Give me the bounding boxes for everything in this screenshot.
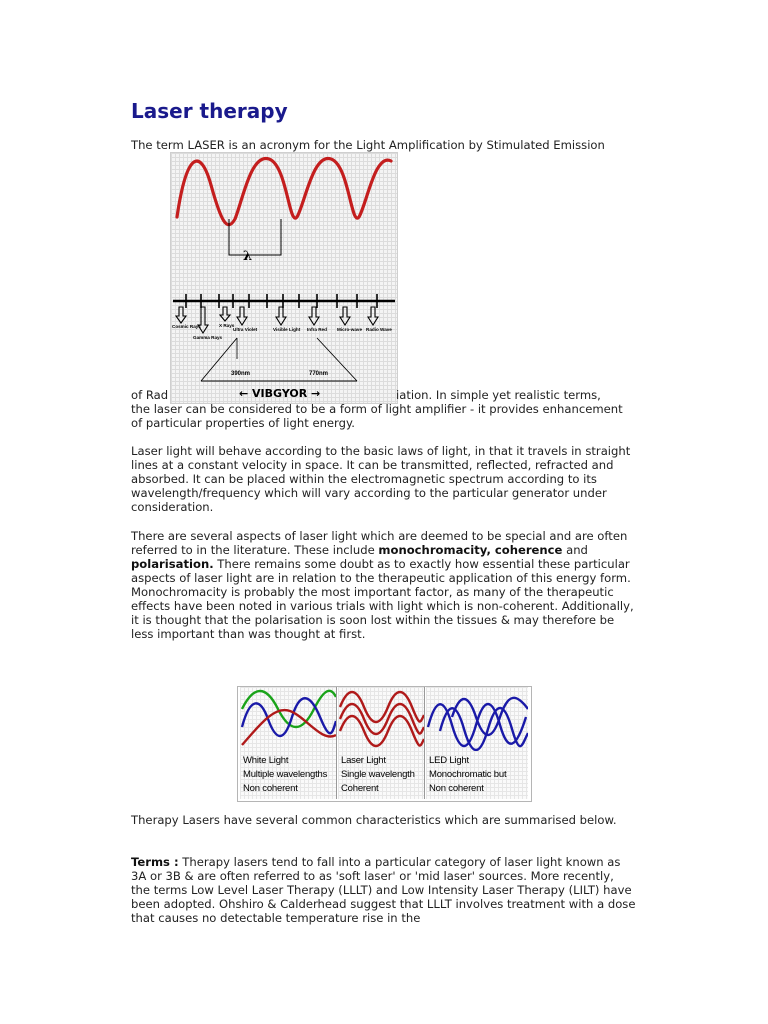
bold-polarisation: polarisation. [131, 557, 214, 571]
intro-rest: the laser can be considered to be a form of light amplifier - it provides enhancement of particular properties of light energy. [131, 402, 623, 430]
sine-wave [177, 158, 391, 224]
arrow-microwave [340, 307, 350, 325]
vibgyor-label: ← VIBGYOR → [239, 387, 321, 400]
arrow-radio [368, 307, 378, 325]
white-light-label: White Light [243, 755, 289, 766]
laser-light-label: Laser Light [341, 755, 386, 766]
bold-monochromacity: monochromacity, coherence [378, 543, 563, 557]
intro-line-1: The term LASER is an acronym for the Light Amplification by Stimulated Emission [131, 138, 605, 152]
label-xray: X Rays [219, 323, 235, 328]
arrow-visible [276, 307, 286, 325]
lambda-symbol: λ [243, 249, 253, 264]
label-microwave: Micro-wave [337, 327, 363, 332]
led-light-label: LED Light [429, 755, 469, 766]
paragraph-terms: Terms : Therapy lasers tend to fall into a particular category of laser light known as 3A or 3B & are often referred to as 'soft laser' or 'mid laser' sources. More recently, the terms Low Level Laser Therapy (LLLT) and Low Intensity Laser Therapy (LILT) have been adopted. Ohshiro & Calderhead suggest that LLLT involves treatment with a dose that causes no detectable temperature rise in the [131, 855, 636, 925]
nm-left-label: 390nm [231, 371, 251, 377]
nm-right-label: 770nm [309, 371, 329, 377]
intro-line-2-right: iation. In simple yet realistic terms, [396, 388, 601, 402]
terms-label: Terms : [131, 855, 179, 869]
laser-light-desc: Single wavelength [341, 769, 415, 780]
arrow-uv [237, 307, 247, 325]
white-light-coherence: Non coherent [243, 783, 298, 794]
arrow-cosmic [176, 307, 186, 323]
white-light-desc: Multiple wavelengths [243, 769, 328, 780]
panel-white-light [240, 687, 337, 799]
label-visible: Visible Light [273, 327, 301, 332]
arrow-infrared [309, 307, 319, 325]
light-comparison-figure [237, 686, 532, 802]
label-radio: Radio Wave [366, 327, 392, 332]
laser-light-coherence: Coherent [341, 783, 379, 794]
wavelength-bracket [229, 219, 281, 255]
wavelength-spectrum-figure [170, 152, 398, 404]
led-light-desc: Monochromatic but [429, 769, 507, 780]
paragraph-aspects: There are several aspects of laser light which are deemed to be special and are often referred to in the literature. These include monochromacity, coherence and polarisation. There remains some doubt as to exactly how essential these particular aspects of laser light are in relation to the therapeutic application of this energy form. Monochromacity is probably the most important factor, as many of the therapeutic effects have been noted in various trials with light which is non-coherent. Additionally, it is thought that the polarisation is soon lost within the tissues & may therefore be less important than was thought at first. [131, 529, 634, 641]
paragraph-light-laws: Laser light will behave according to the basic laws of light, in that it travels in straight lines at a constant velocity in space. It can be transmitted, reflected, refracted and absorbed. It can be placed within the electromagnetic spectrum according to its wavelength/frequency which will vary according to the particular generator under consideration. [131, 444, 631, 514]
page-title: Laser therapy [131, 99, 288, 123]
visible-range-bracket [201, 338, 357, 381]
panel-laser-light [338, 687, 425, 799]
panel-led-light [426, 687, 528, 799]
arrow-gamma [198, 307, 208, 333]
intro-line-2-left: of Rad [131, 388, 169, 402]
label-gamma: Gamma Rays [193, 335, 223, 340]
label-uv: Ultra Violet [233, 327, 258, 332]
arrow-xray [220, 307, 230, 321]
label-cosmic: Cosmic Rays [172, 324, 201, 329]
paragraph-characteristics: Therapy Lasers have several common characteristics which are summarised below. [131, 813, 617, 827]
label-infrared: Infra Red [307, 327, 327, 332]
led-light-coherence: Non coherent [429, 783, 484, 794]
